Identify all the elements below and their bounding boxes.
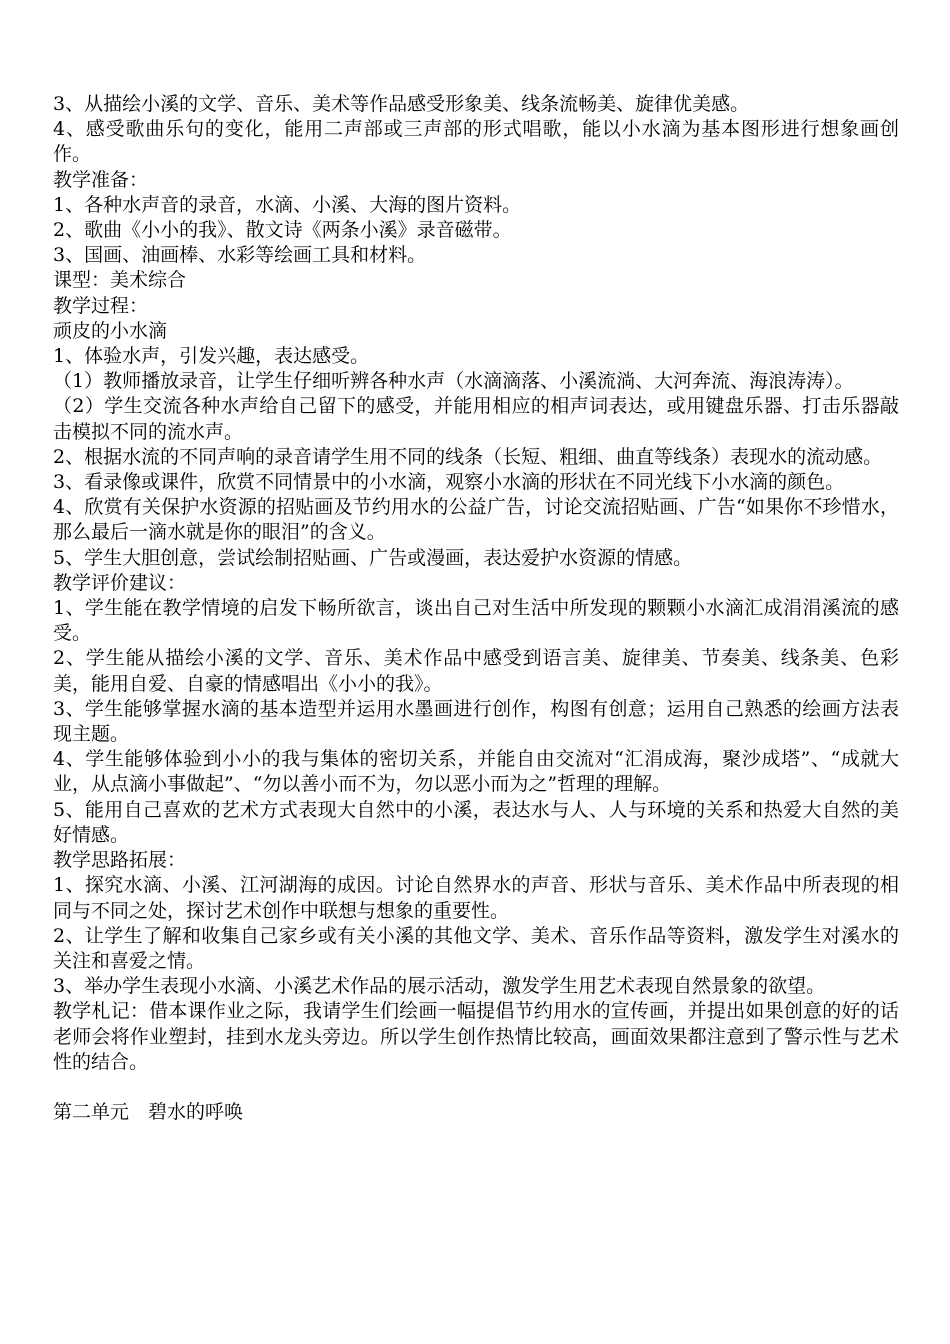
paragraph-process-3: 3、看录像或课件，欣赏不同情景中的小水滴，观察小水滴的形状在不同光线下小水滴的颜色。 [53, 471, 845, 494]
heading-process: 教学过程： [53, 294, 149, 317]
paragraph-process-1-2: （2）学生交流各种水声给自己留下的感受，并能用相应的相声词表达，或用键盘乐器、打击乐器敲击模拟不同的流水声。 [53, 395, 899, 443]
heading-extension: 教学思路拓展： [53, 849, 187, 872]
blank-line [53, 1075, 899, 1100]
paragraph-process-5: 5、学生大胆创意，尝试绘制招贴画、广告或漫画，表达爱护水资源的情感。 [53, 546, 693, 569]
paragraph-prep-3: 3、国画、油画棒、水彩等绘画工具和材料。 [53, 244, 427, 267]
paragraph-prep-2: 2、歌曲《小小的我》、散文诗《两条小溪》录音磁带。 [53, 219, 512, 242]
paragraph-goal-3: 3、从描绘小溪的文学、音乐、美术等作品感受形象美、线条流畅美、旋律优美感。 [53, 93, 750, 115]
paragraph-lesson-type: 课型：美术综合 [53, 269, 187, 292]
unit-title: 第二单元 碧水的呼唤 [53, 1101, 244, 1124]
paragraph-eval-1: 1、学生能在教学情境的启发下畅所欲言，谈出自己对生活中所发现的颗颗小水滴汇成涓涓溪流的感受。 [53, 597, 899, 645]
paragraph-notes: 教学札记：借本课作业之际，我请学生们绘画一幅提倡节约用水的宣传画，并提出如果创意的好的话老师会将作业塑封，挂到水龙头旁边。所以学生创作热情比较高，画面效果都注意到了警示性与艺术性的结合。 [53, 1000, 899, 1073]
document-body [53, 92, 899, 1125]
paragraph-eval-4: 4、学生能够体验到小小的我与集体的密切关系，并能自由交流对“汇涓成海，聚沙成塔”、“成就大业，从点滴小事做起”、“勿以善小而不为，勿以恶小而为之”哲理的理解。 [53, 748, 899, 796]
paragraph-eval-2: 2、学生能从描绘小溪的文学、音乐、美术作品中感受到语言美、旋律美、节奏美、线条美、色彩美，能用自爱、自豪的情感唱出《小小的我》。 [53, 647, 899, 695]
paragraph-prep-1: 1、各种水声音的录音，水滴、小溪、大海的图片资料。 [53, 193, 522, 216]
paragraph-process-1-1: （1）教师播放录音，让学生仔细听辨各种水声（水滴滴落、小溪流淌、大河奔流、海浪涛涛）。 [53, 370, 854, 393]
paragraph-ext-1: 1、探究水滴、小溪、江河湖海的成因。讨论自然界水的声音、形状与音乐、美术作品中所表现的相同与不同之处，探讨艺术创作中联想与想象的重要性。 [53, 874, 899, 922]
paragraph-eval-5: 5、能用自己喜欢的艺术方式表现大自然中的小溪，表达水与人、人与环境的关系和热爱大自然的美好情感。 [53, 798, 899, 846]
paragraph-ext-3: 3、举办学生表现小水滴、小溪艺术作品的展示活动，激发学生用艺术表现自然景象的欲望。 [53, 975, 826, 998]
heading-evaluation: 教学评价建议： [53, 571, 187, 594]
paragraph-process-4: 4、欣赏有关保护水资源的招贴画及节约用水的公益广告，讨论交流招贴画、广告“如果你不珍惜水，那么最后一滴水就是你的眼泪”的含义。 [53, 496, 899, 544]
paragraph-eval-3: 3、学生能够掌握水滴的基本造型并运用水墨画进行创作，构图有创意；运用自己熟悉的绘画方法表现主题。 [53, 697, 899, 746]
paragraph-ext-2: 2、让学生了解和收集自己家乡或有关小溪的其他文学、美术、音乐作品等资料，激发学生对溪水的关注和喜爱之情。 [53, 924, 899, 972]
heading-naughty-droplet: 顽皮的小水滴 [53, 319, 168, 342]
paragraph-process-2: 2、根据水流的不同声响的录音请学生用不同的线条（长短、粗细、曲直等线条）表现水的流动感。 [53, 445, 883, 468]
paragraph-process-1: 1、体验水声，引发兴趣，表达感受。 [53, 345, 370, 368]
heading-preparation: 教学准备： [53, 168, 149, 191]
paragraph-goal-4: 4、感受歌曲乐句的变化，能用二声部或三声部的形式唱歌，能以小水滴为基本图形进行想象画创作。 [53, 118, 899, 166]
